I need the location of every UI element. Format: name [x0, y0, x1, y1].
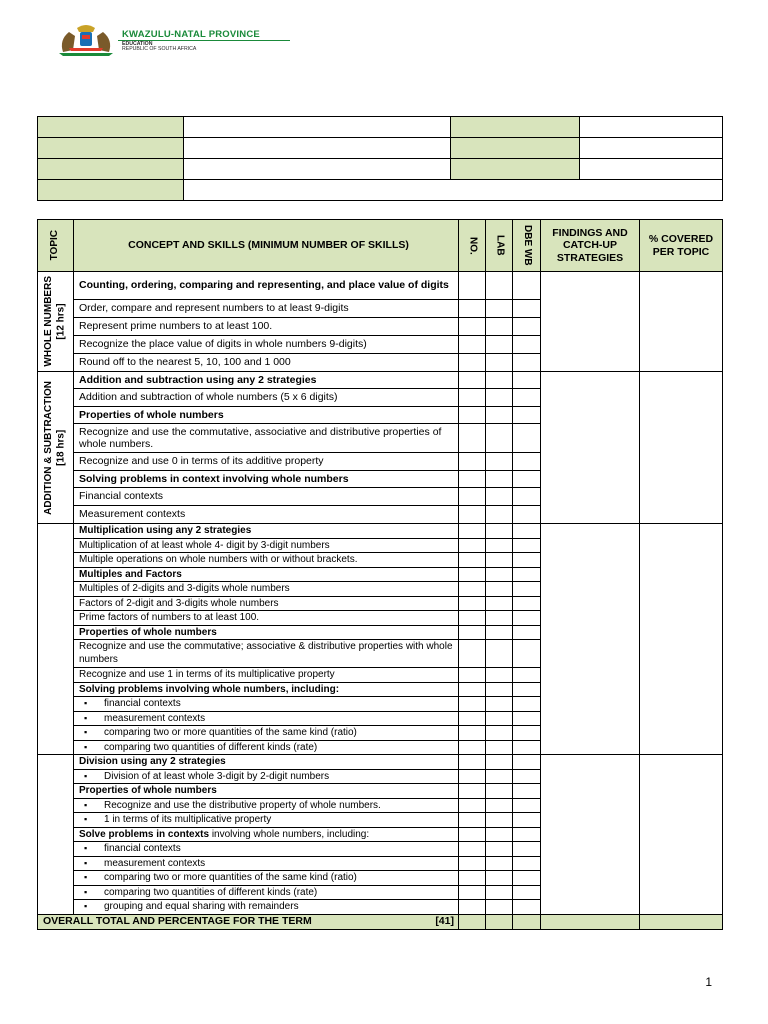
info-label-cell [38, 180, 184, 201]
dbe-cell[interactable] [513, 272, 541, 300]
skill-item: Recognize and use 0 in terms of its additive property [74, 453, 459, 471]
topic-multiplication [38, 524, 74, 755]
dbe-cell[interactable] [513, 668, 541, 683]
dbe-cell[interactable] [513, 567, 541, 582]
lab-cell[interactable] [486, 524, 513, 539]
dbe-cell[interactable] [513, 453, 541, 471]
table-row [38, 372, 723, 389]
bullet-item: ▪ comparing two quantities of different kinds (rate) [74, 885, 459, 900]
dbe-cell[interactable] [513, 640, 541, 668]
dbe-cell[interactable] [513, 506, 541, 524]
dbe-cell[interactable] [513, 611, 541, 626]
findings-total-cell[interactable] [541, 914, 640, 929]
covered-total-cell[interactable] [640, 914, 723, 929]
skill-item: Addition and subtraction of whole numbers (5 x 6 digits) [74, 389, 459, 407]
lab-cell[interactable] [486, 372, 513, 389]
topic-division [38, 755, 74, 915]
dbe-cell[interactable] [513, 682, 541, 697]
no-cell[interactable] [459, 755, 486, 770]
dbe-cell[interactable] [513, 740, 541, 755]
skill-item: Recognize and use 1 in terms of its multiplicative property [74, 668, 459, 683]
no-cell[interactable] [459, 827, 486, 842]
no-cell[interactable] [459, 524, 486, 539]
info-label-cell [38, 138, 184, 159]
dbe-cell[interactable] [513, 471, 541, 488]
skill-item: Prime factors of numbers to at least 100. [74, 611, 459, 626]
skill-heading: Solving problems in context involving whole numbers [74, 471, 459, 488]
no-cell[interactable] [459, 506, 486, 524]
no-cell[interactable] [459, 596, 486, 611]
lab-cell[interactable] [486, 488, 513, 506]
covered-cell[interactable] [640, 272, 723, 372]
no-cell[interactable] [459, 885, 486, 900]
skill-item: Measurement contexts [74, 506, 459, 524]
no-cell[interactable] [459, 538, 486, 553]
lab-cell[interactable] [486, 336, 513, 354]
skill-heading-mixed [74, 827, 459, 842]
bullet-item: ▪ financial contexts [74, 697, 459, 712]
dbe-cell[interactable] [513, 407, 541, 424]
no-cell[interactable] [459, 553, 486, 568]
info-label-cell [451, 138, 580, 159]
lab-cell[interactable] [486, 625, 513, 640]
dbe-cell[interactable] [513, 885, 541, 900]
skill-item: Factors of 2-digit and 3-digits whole numbers [74, 596, 459, 611]
info-field[interactable] [580, 117, 723, 138]
info-field[interactable] [580, 138, 723, 159]
dbe-cell[interactable] [513, 336, 541, 354]
skill-heading: Properties of whole numbers [74, 625, 459, 640]
no-cell[interactable] [459, 740, 486, 755]
dbe-cell[interactable] [513, 424, 541, 453]
no-cell[interactable] [459, 424, 486, 453]
no-cell[interactable] [459, 336, 486, 354]
coat-of-arms-logo [55, 22, 117, 56]
province-name: KWAZULU-NATAL PROVINCE [122, 29, 260, 40]
dbe-cell[interactable] [513, 300, 541, 318]
no-cell[interactable] [459, 453, 486, 471]
lab-cell[interactable] [486, 354, 513, 372]
skill-heading: Counting, ordering, comparing and representing, and place value of digits [74, 272, 459, 300]
lab-cell[interactable] [486, 611, 513, 626]
no-cell[interactable] [459, 582, 486, 597]
footer-row [38, 914, 723, 929]
bullet-item: ▪ comparing two quantities of different kinds (rate) [74, 740, 459, 755]
lab-cell[interactable] [486, 424, 513, 453]
skill-item: Represent prime numbers to at least 100. [74, 318, 459, 336]
bullet-item: ▪ grouping and equal sharing with remainders [74, 900, 459, 915]
lab-cell[interactable] [486, 506, 513, 524]
lab-cell[interactable] [486, 538, 513, 553]
no-cell[interactable] [459, 272, 486, 300]
lab-cell[interactable] [486, 827, 513, 842]
covered-cell[interactable] [640, 755, 723, 915]
skill-item: Order, compare and represent numbers to at least 9-digits [74, 300, 459, 318]
skill-item: Financial contexts [74, 488, 459, 506]
lab-cell[interactable] [486, 885, 513, 900]
bullet-item: ▪ 1 in terms of its multiplicative property [74, 813, 459, 828]
no-cell[interactable] [459, 856, 486, 871]
table-row [38, 272, 723, 300]
no-cell[interactable] [459, 900, 486, 915]
no-cell[interactable] [459, 871, 486, 886]
no-cell[interactable] [459, 488, 486, 506]
info-field[interactable] [184, 180, 723, 201]
dbe-cell[interactable] [513, 798, 541, 813]
skills-table [37, 219, 723, 930]
no-cell[interactable] [459, 668, 486, 683]
dbe-cell[interactable] [513, 726, 541, 741]
lab-cell[interactable] [486, 842, 513, 857]
no-cell[interactable] [459, 300, 486, 318]
dbe-cell[interactable] [513, 813, 541, 828]
dbe-cell[interactable] [513, 553, 541, 568]
no-cell[interactable] [459, 372, 486, 389]
dbe-cell[interactable] [513, 596, 541, 611]
dbe-cell[interactable] [513, 784, 541, 799]
lab-cell[interactable] [486, 871, 513, 886]
no-cell[interactable] [459, 842, 486, 857]
lab-cell[interactable] [486, 769, 513, 784]
dbe-cell[interactable] [513, 856, 541, 871]
info-label-cell [451, 117, 580, 138]
dbe-cell[interactable] [513, 488, 541, 506]
dbe-cell[interactable] [513, 524, 541, 539]
no-cell[interactable] [459, 726, 486, 741]
lab-cell[interactable] [486, 318, 513, 336]
skill-heading-rest: involving whole numbers, including: [209, 828, 370, 840]
lab-cell[interactable] [486, 389, 513, 407]
skill-item: Recognize the place value of digits in whole numbers 9-digits) [74, 336, 459, 354]
no-cell[interactable] [459, 798, 486, 813]
findings-cell[interactable] [541, 272, 640, 372]
no-cell[interactable] [459, 769, 486, 784]
no-cell[interactable] [459, 625, 486, 640]
no-cell[interactable] [459, 813, 486, 828]
republic-name: REPUBLIC OF SOUTH AFRICA [122, 46, 197, 52]
lab-cell[interactable] [486, 798, 513, 813]
no-cell[interactable] [459, 640, 486, 668]
covered-header: % COVERED PER TOPIC [640, 220, 723, 272]
skill-item: Recognize and use the commutative, associative and distributive properties of whole numbers. [74, 424, 459, 453]
dbe-cell[interactable] [513, 900, 541, 915]
page-number: 1 [705, 975, 712, 989]
skill-heading: Addition and subtraction using any 2 strategies [74, 372, 459, 389]
table-header-row [38, 220, 723, 272]
no-cell[interactable] [459, 784, 486, 799]
skill-item: Round off to the nearest 5, 10, 100 and 1 000 [74, 354, 459, 372]
lab-cell[interactable] [486, 272, 513, 300]
dbe-total-cell[interactable] [513, 914, 541, 929]
footer-text: OVERALL TOTAL AND PERCENTAGE FOR THE TERM [43, 915, 312, 928]
findings-cell[interactable] [541, 372, 640, 524]
dbe-cell[interactable] [513, 842, 541, 857]
no-cell[interactable] [459, 611, 486, 626]
dbe-header: DBE WB [513, 220, 541, 272]
dbe-cell[interactable] [513, 711, 541, 726]
info-label-cell [38, 117, 184, 138]
table-row [38, 755, 723, 770]
no-cell[interactable] [459, 354, 486, 372]
no-cell[interactable] [459, 711, 486, 726]
concept-header: CONCEPT AND SKILLS (MINIMUM NUMBER OF SKILLS) [74, 220, 459, 272]
topic-whole-numbers: WHOLE NUMBERS [12 hrs] [38, 272, 74, 372]
lab-cell[interactable] [486, 784, 513, 799]
lab-cell[interactable] [486, 567, 513, 582]
dbe-cell[interactable] [513, 389, 541, 407]
dbe-cell[interactable] [513, 769, 541, 784]
dbe-cell[interactable] [513, 354, 541, 372]
dbe-cell[interactable] [513, 871, 541, 886]
topic-addition-subtraction: ADDITION & SUBTRACTION [18 hrs] [38, 372, 74, 524]
lab-cell[interactable] [486, 726, 513, 741]
no-header: NO. [459, 220, 486, 272]
lab-cell[interactable] [486, 471, 513, 488]
lab-cell[interactable] [486, 668, 513, 683]
skill-heading: Division using any 2 strategies [74, 755, 459, 770]
dbe-cell[interactable] [513, 318, 541, 336]
info-table [37, 116, 723, 201]
lab-cell[interactable] [486, 682, 513, 697]
lab-cell[interactable] [486, 640, 513, 668]
skill-heading: Multiplication using any 2 strategies [74, 524, 459, 539]
skill-item: Recognize and use the commutative; associative & distributive properties with whole numbers [74, 640, 459, 668]
covered-cell[interactable] [640, 524, 723, 755]
dbe-cell[interactable] [513, 827, 541, 842]
no-total-cell[interactable] [459, 914, 486, 929]
lab-cell[interactable] [486, 755, 513, 770]
lab-cell[interactable] [486, 407, 513, 424]
skill-heading-bold: Solve problems in contexts [79, 828, 210, 840]
lab-cell[interactable] [486, 596, 513, 611]
no-cell[interactable] [459, 682, 486, 697]
bullet-item: ▪ comparing two or more quantities of the same kind (ratio) [74, 871, 459, 886]
lab-total-cell[interactable] [486, 914, 513, 929]
lab-cell[interactable] [486, 711, 513, 726]
footer-label [38, 914, 459, 929]
dbe-cell[interactable] [513, 372, 541, 389]
skill-heading: Multiples and Factors [74, 567, 459, 582]
bullet-item: ▪ measurement contexts [74, 711, 459, 726]
bullet-item: ▪ comparing two or more quantities of the same kind (ratio) [74, 726, 459, 741]
info-field[interactable] [184, 138, 451, 159]
lab-cell[interactable] [486, 900, 513, 915]
department-name: EDUCATION [122, 41, 153, 47]
bullet-item: ▪ Division of at least whole 3-digit by 2-digit numbers [74, 769, 459, 784]
findings-cell[interactable] [541, 755, 640, 915]
dbe-cell[interactable] [513, 625, 541, 640]
lab-cell[interactable] [486, 740, 513, 755]
topic-header: TOPIC [38, 220, 74, 272]
findings-header: FINDINGS AND CATCH-UP STRATEGIES [541, 220, 640, 272]
lab-cell[interactable] [486, 582, 513, 597]
skill-heading: Properties of whole numbers [74, 407, 459, 424]
lab-cell[interactable] [486, 453, 513, 471]
skill-heading: Properties of whole numbers [74, 784, 459, 799]
covered-cell[interactable] [640, 372, 723, 524]
lab-cell[interactable] [486, 697, 513, 712]
bullet-item: ▪ Recognize and use the distributive property of whole numbers. [74, 798, 459, 813]
lab-cell[interactable] [486, 813, 513, 828]
skill-item: Multiplication of at least whole 4- digit by 3-digit numbers [74, 538, 459, 553]
findings-cell[interactable] [541, 524, 640, 755]
dbe-cell[interactable] [513, 697, 541, 712]
lab-header: LAB [486, 220, 513, 272]
info-label-cell [38, 159, 184, 180]
info-field[interactable] [184, 159, 451, 180]
skill-heading: Solving problems involving whole numbers, including: [74, 682, 459, 697]
no-cell[interactable] [459, 567, 486, 582]
dbe-cell[interactable] [513, 755, 541, 770]
bullet-item: ▪ financial contexts [74, 842, 459, 857]
info-field[interactable] [580, 159, 723, 180]
skill-item: Multiples of 2-digits and 3-digits whole numbers [74, 582, 459, 597]
no-cell[interactable] [459, 697, 486, 712]
lab-cell[interactable] [486, 856, 513, 871]
bullet-item: ▪ measurement contexts [74, 856, 459, 871]
no-cell[interactable] [459, 389, 486, 407]
no-cell[interactable] [459, 471, 486, 488]
no-cell[interactable] [459, 318, 486, 336]
skill-item: Multiple operations on whole numbers with or without brackets. [74, 553, 459, 568]
footer-total: [41] [435, 915, 454, 928]
lab-cell[interactable] [486, 300, 513, 318]
lab-cell[interactable] [486, 553, 513, 568]
table-row [38, 524, 723, 539]
no-cell[interactable] [459, 407, 486, 424]
dbe-cell[interactable] [513, 582, 541, 597]
info-label-cell [451, 159, 580, 180]
dbe-cell[interactable] [513, 538, 541, 553]
info-field[interactable] [184, 117, 451, 138]
